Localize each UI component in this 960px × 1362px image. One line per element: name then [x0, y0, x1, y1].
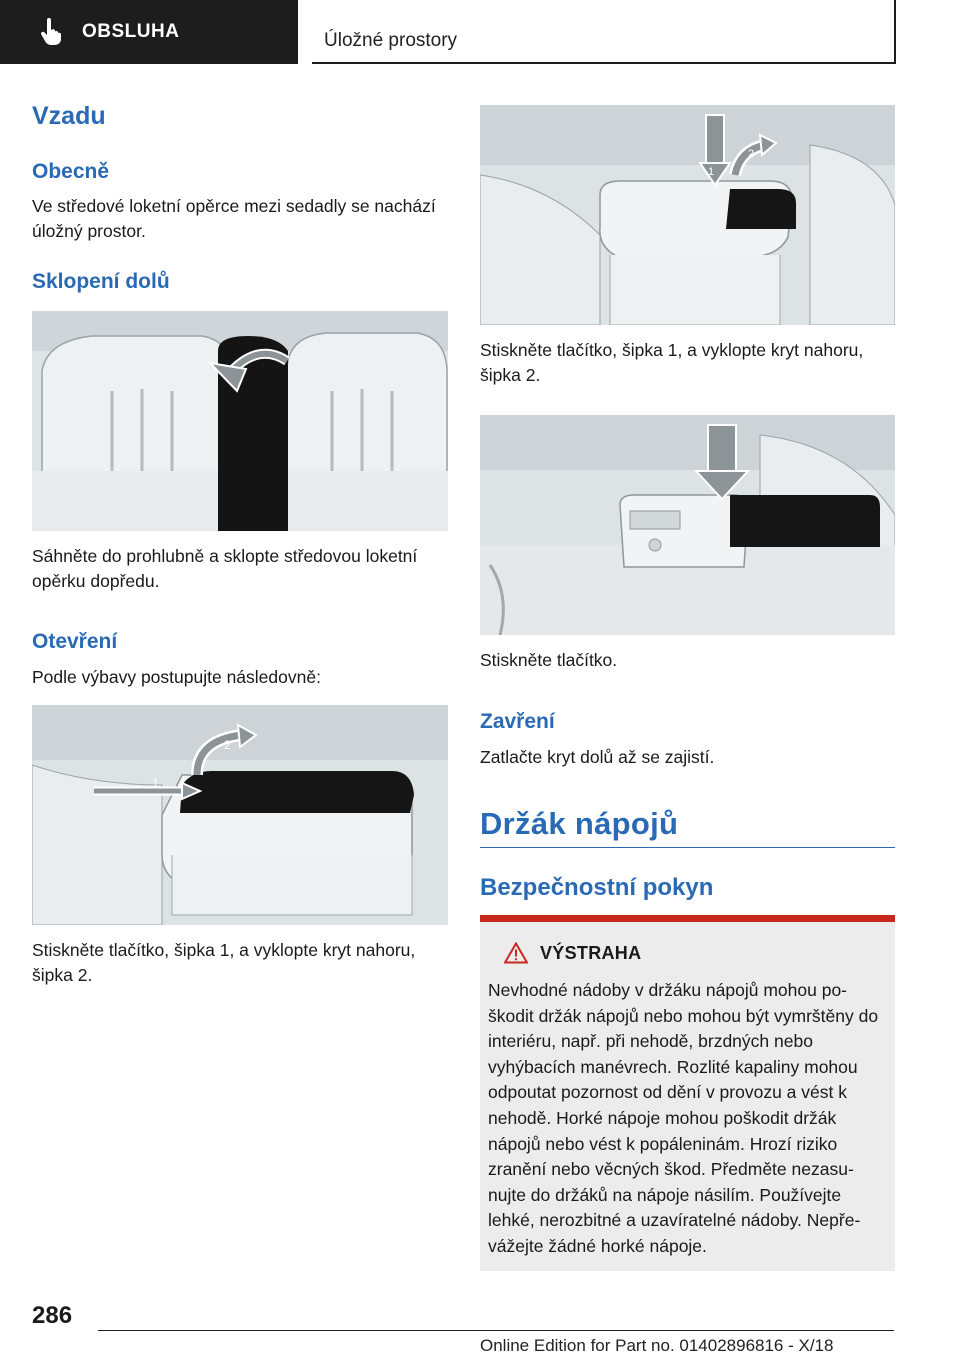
- hand-icon: [36, 17, 66, 47]
- footer-rule: [98, 1330, 894, 1331]
- heading-otevreni: Otevření: [32, 630, 118, 653]
- warning-triangle-icon: [504, 942, 528, 964]
- heading-bezpecnostni: Bezpečnostní pokyn: [480, 874, 714, 901]
- chapter-tab[interactable]: [0, 0, 298, 64]
- chapter-tab-label: OBSLUHA: [82, 21, 180, 42]
- figure-label-1: 1: [152, 776, 159, 790]
- heading-obecne: Obecně: [32, 160, 110, 183]
- heading-vzadu: Vzadu: [32, 102, 106, 130]
- chapter-rule: [480, 847, 895, 848]
- caption-open-variant-2: Stiskněte tlačítko, šipka 1, a vyklopte kryt nahoru, šipka 2.: [480, 340, 864, 385]
- caption-fold-down: Sáhněte do prohlubně a sklopte středovou loketní opěrku dopředu.: [32, 546, 418, 591]
- warning-text: Nevhodné nádoby v držáku nápojů mohou poškodit držák nápojů nebo mohou být vymrštěny do interiéru, např. při nehodě, brzdných nebo vyhýbacích manévrech. Rozlité kapaliny mohou odpoutat pozornost od dění v provozu a vést k nehodě. Horké nápoje mohou poškodit držák nápojů nebo vést k popáleninám. Hrozí riziko zranění nebo věcných škod. Předměte nezasunujte do držáků na nápoje násilím. Používejte lehké, nerozbitné a uzavíratelné nádoby. Nepřevážejte žádné horké nápoje.: [488, 980, 879, 1256]
- paragraph-obecne: Ve středové loketní opěrce mezi sedadly se nachází úložný prostor.: [32, 196, 436, 241]
- caption-button-press: Stiskněte tlačítko.: [480, 650, 618, 670]
- heading-sklopeni: Sklopení dolů: [32, 270, 170, 293]
- section-header: [312, 0, 896, 64]
- figure-label-1b: 1: [708, 166, 715, 178]
- figure-label-2: 2: [224, 738, 231, 752]
- section-title: Úložné prostory: [324, 30, 458, 51]
- warning-box: [480, 915, 895, 1271]
- chapter-title: Držák nápojů: [480, 806, 679, 841]
- figure-armrest-button-press: [480, 415, 895, 635]
- heading-zavreni: Zavření: [480, 710, 555, 733]
- figure-armrest-open-variant-1: [32, 705, 448, 925]
- figure-armrest-fold-down: [32, 311, 448, 531]
- footer-edition: Online Edition for Part no. 01402896816 - X/18: [480, 1336, 834, 1355]
- warning-header: [504, 942, 641, 964]
- paragraph-zavreni: Zatlačte kryt dolů až se zajistí.: [480, 747, 715, 767]
- figure-label-2b: 2: [748, 148, 755, 160]
- warning-title: VÝSTRAHA: [540, 942, 642, 963]
- figure-armrest-open-variant-2: [480, 105, 895, 325]
- paragraph-otevreni: Podle výbavy postupujte následovně:: [32, 667, 321, 687]
- page-number: 286: [32, 1302, 73, 1329]
- caption-open-variant-1: Stiskněte tlačítko, šipka 1, a vyklopte kryt nahoru, šipka 2.: [32, 940, 416, 985]
